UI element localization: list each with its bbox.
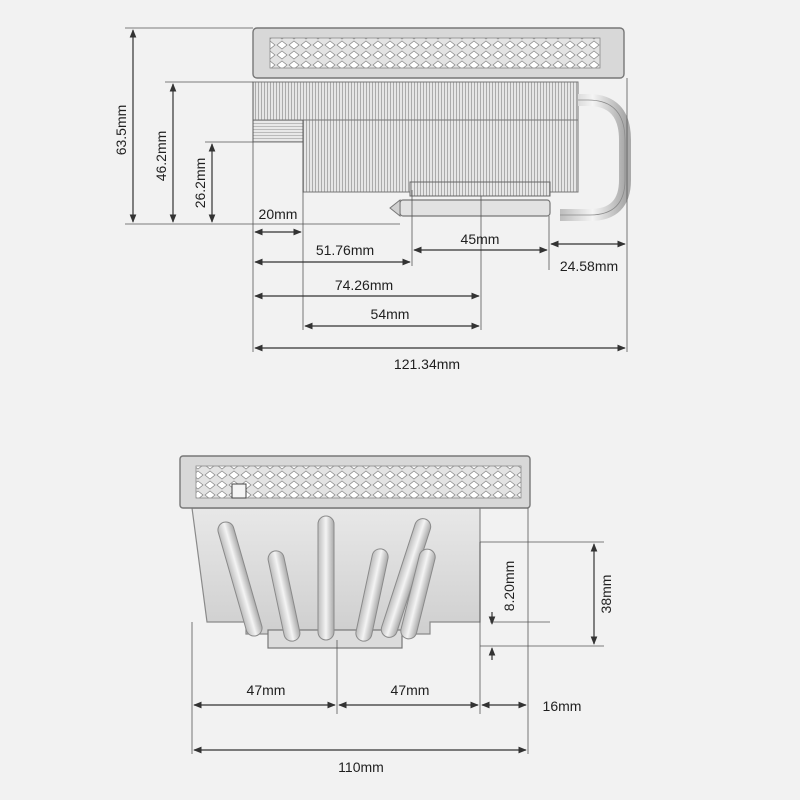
dim-label-51-76: 51.76mm <box>315 242 375 258</box>
dim-label-8-20: 8.20mm <box>501 560 517 612</box>
dim-label-45: 45mm <box>460 231 500 247</box>
dim-label-54: 54mm <box>370 306 410 322</box>
dim-label-47-left: 47mm <box>246 682 286 698</box>
dim-label-16: 16mm <box>542 698 582 714</box>
side-vertical-dims <box>113 30 212 222</box>
front-fan-connector <box>232 484 246 498</box>
front-view <box>180 456 530 648</box>
heatpipe-3 <box>318 516 334 640</box>
dim-label-38: 38mm <box>598 574 614 614</box>
dim-label-47-right: 47mm <box>390 682 430 698</box>
side-fins-lower <box>303 120 578 192</box>
dim-label-121-34: 121.34mm <box>393 356 461 372</box>
dim-label-63-5: 63.5mm <box>113 104 129 156</box>
front-vertical-dims <box>492 544 614 660</box>
side-horizontal-dims <box>255 206 625 372</box>
side-fins-upper <box>253 82 578 120</box>
side-base-tip <box>390 200 400 216</box>
dim-label-26-2: 26.2mm <box>192 157 208 209</box>
side-fins-left <box>253 120 303 142</box>
dim-label-20: 20mm <box>258 206 298 222</box>
side-view <box>253 28 625 216</box>
dim-label-46-2: 46.2mm <box>153 130 169 182</box>
dim-label-110: 110mm <box>338 759 384 775</box>
front-horizontal-dims <box>194 682 581 775</box>
side-fan-grille <box>270 38 600 68</box>
dim-label-74-26: 74.26mm <box>334 277 394 293</box>
dim-label-24-58: 24.58mm <box>559 258 619 274</box>
side-base-plate <box>400 200 550 216</box>
side-fins-dark <box>410 182 550 196</box>
